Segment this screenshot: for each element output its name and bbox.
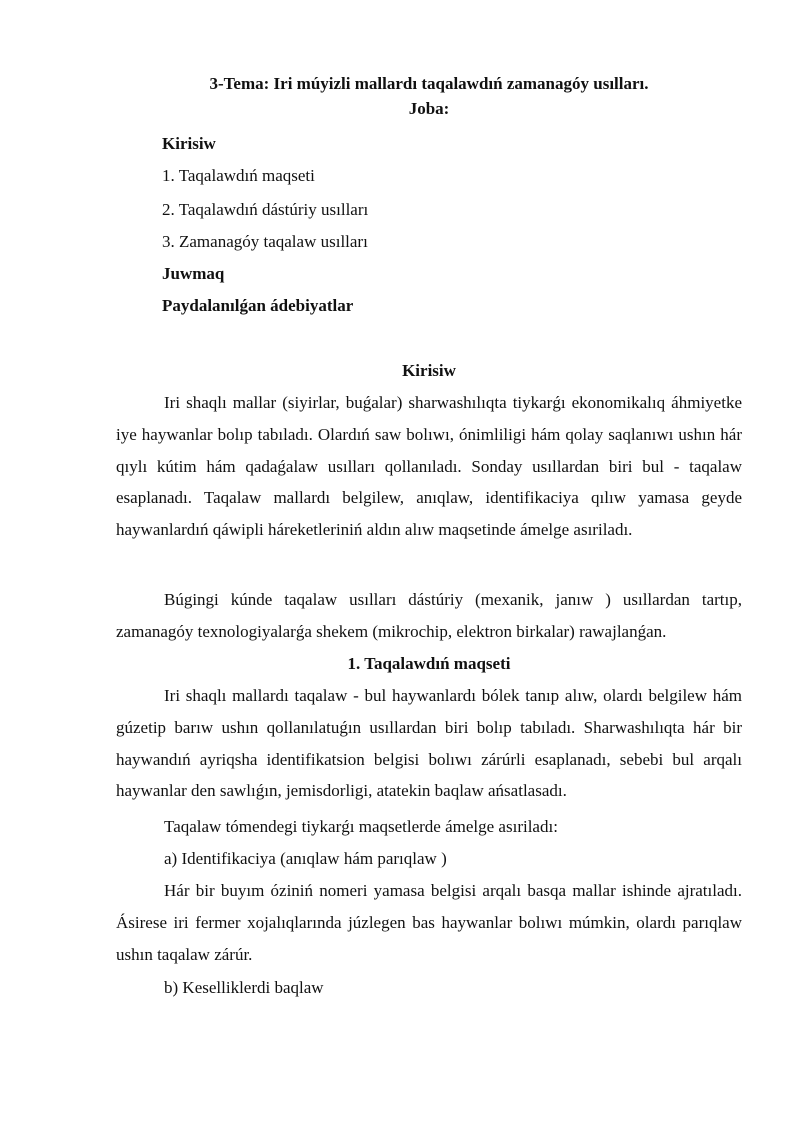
section-intro-heading: Kirisiw	[402, 361, 456, 380]
goals-intro: Taqalaw tómendegi tiykarǵı maqsetlerde ámelge asıriladı:	[164, 817, 558, 836]
document-title: 3-Tema: Iri múyizli mallardı taqalawdıń zamanagóy usılları.	[209, 74, 649, 93]
section-1-paragraph: Iri shaqlı mallardı taqalaw - bul haywanlardı bólek tanıp alıw, olardı belgilew hám gúzetip barıw ushın qollanılatuǵın usıllardan biri bolıp tabıladı. Sharwashılıqta hár bir haywandıń ayriqsha identifikatsion belgisi bolıwı zárúrli esaplanadı, sebebi bul arqalı haywanlar den sawlıǵın, jemisdorligi, atatekin baqlaw ańsatlasadı.	[116, 686, 742, 801]
goal-a-heading: a) Identifikaciya (anıqlaw hám parıqlaw )	[164, 849, 447, 868]
outline-item-1: 1. Taqalawdıń maqseti	[162, 166, 315, 185]
outline-item-conclusion: Juwmaq	[162, 264, 225, 283]
goal-b-heading: b) Keselliklerdi baqlaw	[164, 978, 324, 997]
outline-item-references: Paydalanılǵan ádebiyatlar	[162, 296, 354, 315]
outline-item-2: 2. Taqalawdıń dástúriy usılları	[162, 200, 369, 219]
outline-item-intro: Kirisiw	[162, 134, 216, 153]
outline-item-3: 3. Zamanagóy taqalaw usılları	[162, 232, 368, 251]
plan-heading: Joba:	[408, 99, 450, 118]
intro-paragraph-1: Iri shaqlı mallar (siyirlar, buǵalar) sharwashılıqta tiykarǵı ekonomikalıq áhmiyetke iye haywanlar bolıp tabıladı. Olardıń saw bolıwı, ónimliligi hám qolay saqlanıwı ushın hár qıylı kútim hám qadaǵalaw usılları qollanıladı. Sonday usıllardan biri bul - taqalaw esaplanadı. Taqalaw mallardı belgilew, anıqlaw, identifikaciya qılıw yamasa geyde haywanlardıń qáwipli háreketleriniń aldın alıw maqsetinde ámelge asıriladı.	[116, 393, 742, 540]
intro-paragraph-2: Búgingi kúnde taqalaw usılları dástúriy (mexanik, janıw ) usıllardan tartıp, zamanagóy texnologiyalarǵa shekem (mikrochip, elektron birkalar) rawajlanǵan.	[116, 590, 742, 641]
goal-a-paragraph: Hár bir buyım óziniń nomeri yamasa belgisi arqalı basqa mallar ishinde ajratıladı. Ásirese iri fermer xojalıqlarında júzlegen bas haywanlar bolıwı múmkin, olardı parıqlaw ushın taqalaw zárúr.	[116, 881, 742, 964]
section-1-heading: 1. Taqalawdıń maqseti	[347, 654, 511, 673]
